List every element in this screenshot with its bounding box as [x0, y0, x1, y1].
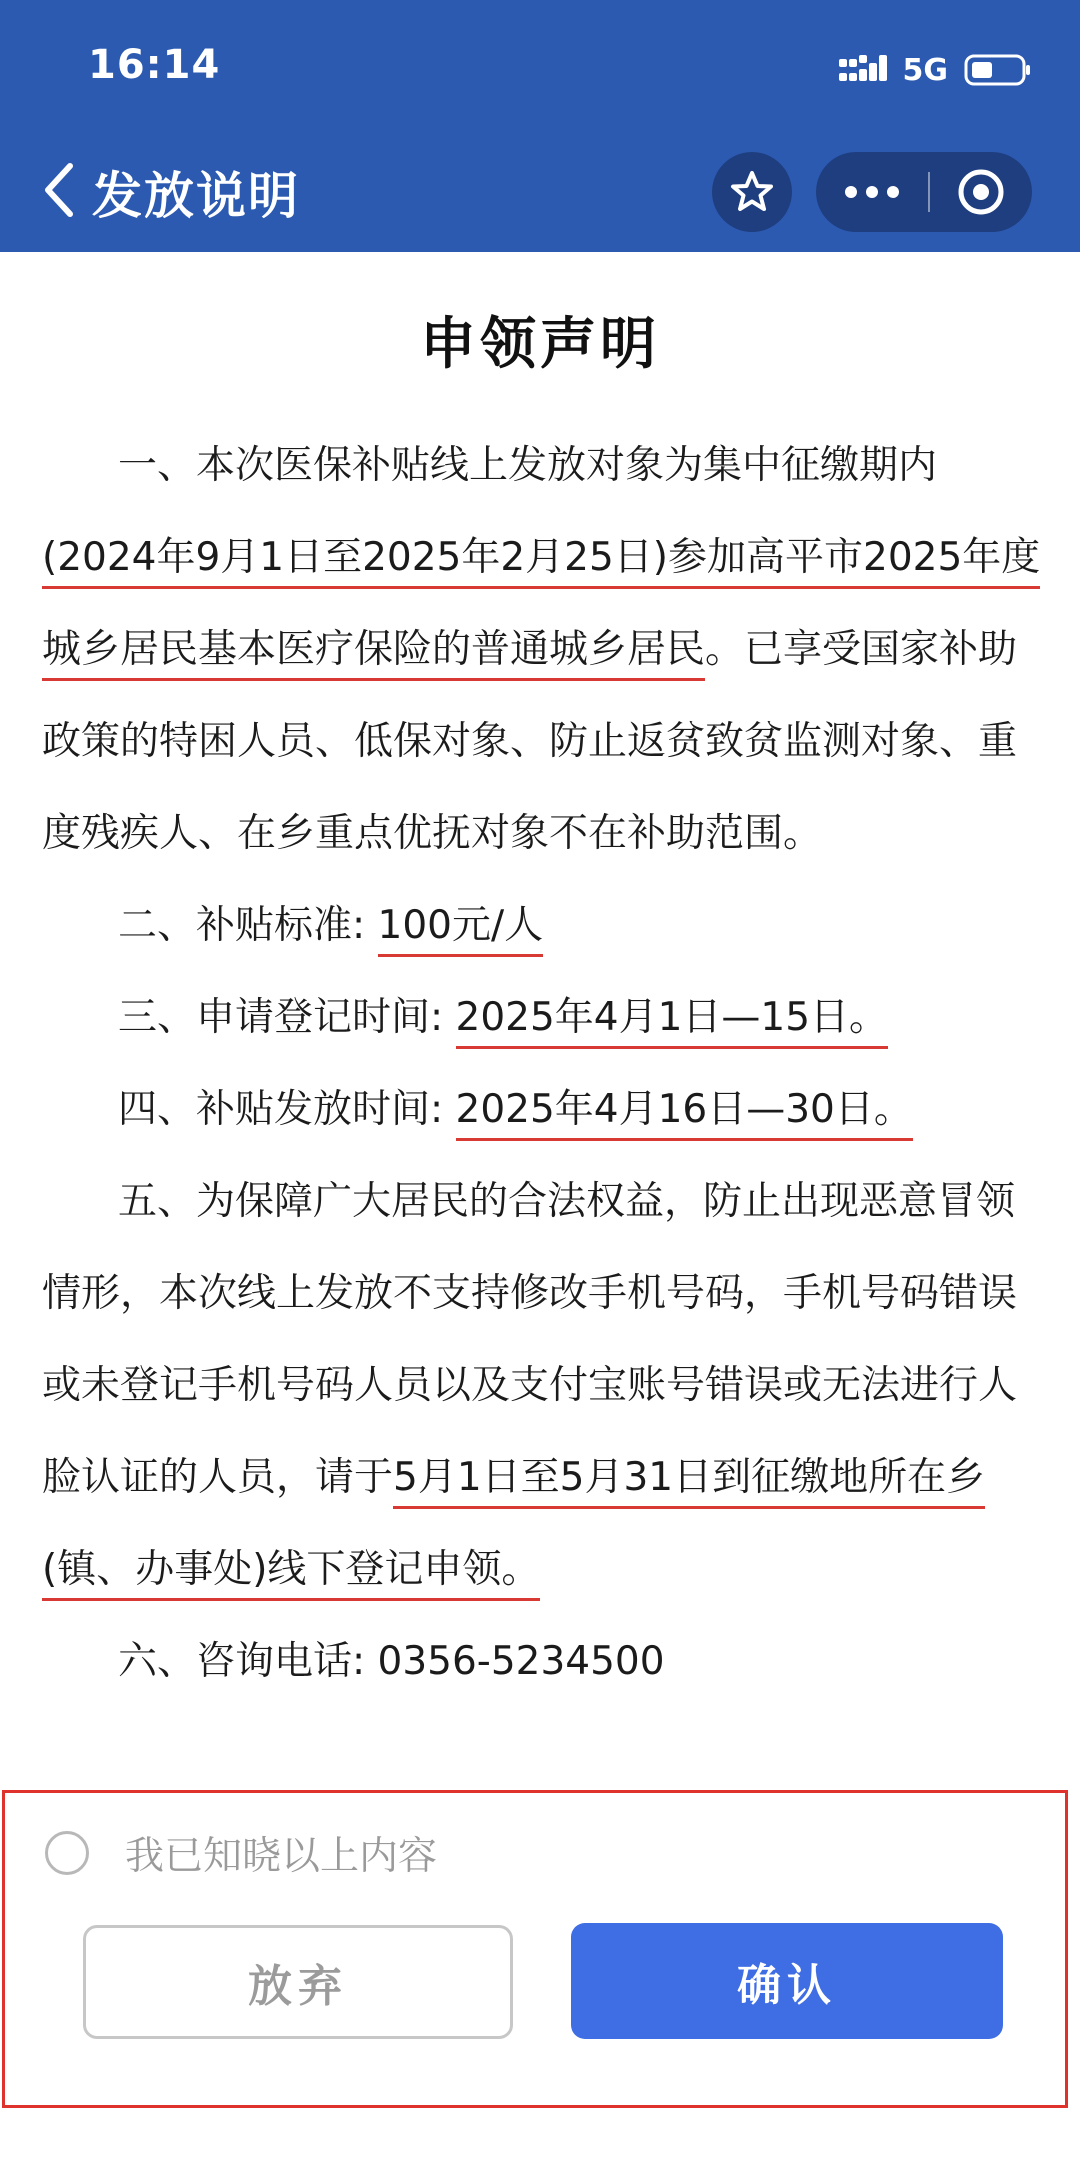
network-type: 5G: [902, 52, 948, 88]
highlighted-text: 5月1日至5月31日到征缴地所在乡(镇、办事处)线下登记申领。: [42, 1455, 985, 1601]
document-title: 申领声明: [420, 312, 660, 377]
signal-icon: [839, 53, 887, 87]
highlighted-text: 2025年4月16日—30日。: [456, 1087, 913, 1141]
more-button[interactable]: [816, 152, 928, 232]
close-miniapp-button[interactable]: [930, 152, 1032, 232]
app-header: [0, 0, 1080, 252]
confirmation-panel: [2, 1790, 1068, 2108]
highlighted-text: (2024年9月1日至2025年2月25日)参加高平市2025年度城乡居民基本医疗保险的普通城乡居民: [42, 535, 1040, 681]
page-title: 发放说明: [92, 167, 300, 225]
star-icon: [728, 168, 776, 216]
status-time: 16:14: [88, 42, 221, 88]
paragraph-text: 六、咨询电话: 0356-5234500: [118, 1639, 665, 1684]
paragraph-text: 四、补贴发放时间:: [118, 1087, 456, 1132]
paragraph-text: 三、申请登记时间:: [118, 995, 456, 1040]
acknowledge-radio[interactable]: [45, 1831, 89, 1875]
more-icon: [844, 185, 900, 199]
favorite-button[interactable]: [712, 152, 792, 232]
paragraph-text: 二、补贴标准:: [118, 903, 378, 948]
paragraph-4: [42, 1064, 1042, 1156]
paragraph-1: [42, 420, 1042, 880]
highlighted-text: 2025年4月1日—15日。: [456, 995, 889, 1049]
paragraph-2: [42, 880, 1042, 972]
paragraph-6: [42, 1616, 1042, 1708]
abandon-button[interactable]: 放弃: [83, 1925, 513, 2039]
paragraph-text: 五、为保障广大居民的合法权益，防止出现恶意冒领情形，本次线上发放不支持修改手机号码，手机号码错误或未登记手机号码人员以及支付宝账号错误或无法进行人脸认证的人员，请于: [42, 1179, 1018, 1500]
acknowledge-label[interactable]: 我已知晓以上内容: [125, 1834, 438, 1879]
paragraph-3: [42, 972, 1042, 1064]
battery-icon: [964, 53, 1032, 87]
paragraph-text: 一、本次医保补贴线上发放对象为集中征缴期内: [118, 443, 938, 488]
target-icon: [956, 167, 1006, 217]
back-icon[interactable]: [40, 160, 82, 220]
confirm-button[interactable]: 确认: [571, 1923, 1003, 2039]
status-indicators: [839, 50, 1033, 90]
paragraph-5: [42, 1156, 1042, 1616]
paragraph-text: 。已享受国家补助政策的特困人员、低保对象、防止返贫致贫监测对象、重度残疾人、在乡重点优抚对象不在补助范围。: [42, 627, 1018, 856]
document-body: [42, 420, 1042, 1708]
highlighted-text: 100元/人: [378, 903, 544, 957]
miniapp-capsule: [816, 152, 1032, 232]
acknowledge-checkbox-row[interactable]: [45, 1825, 437, 1881]
